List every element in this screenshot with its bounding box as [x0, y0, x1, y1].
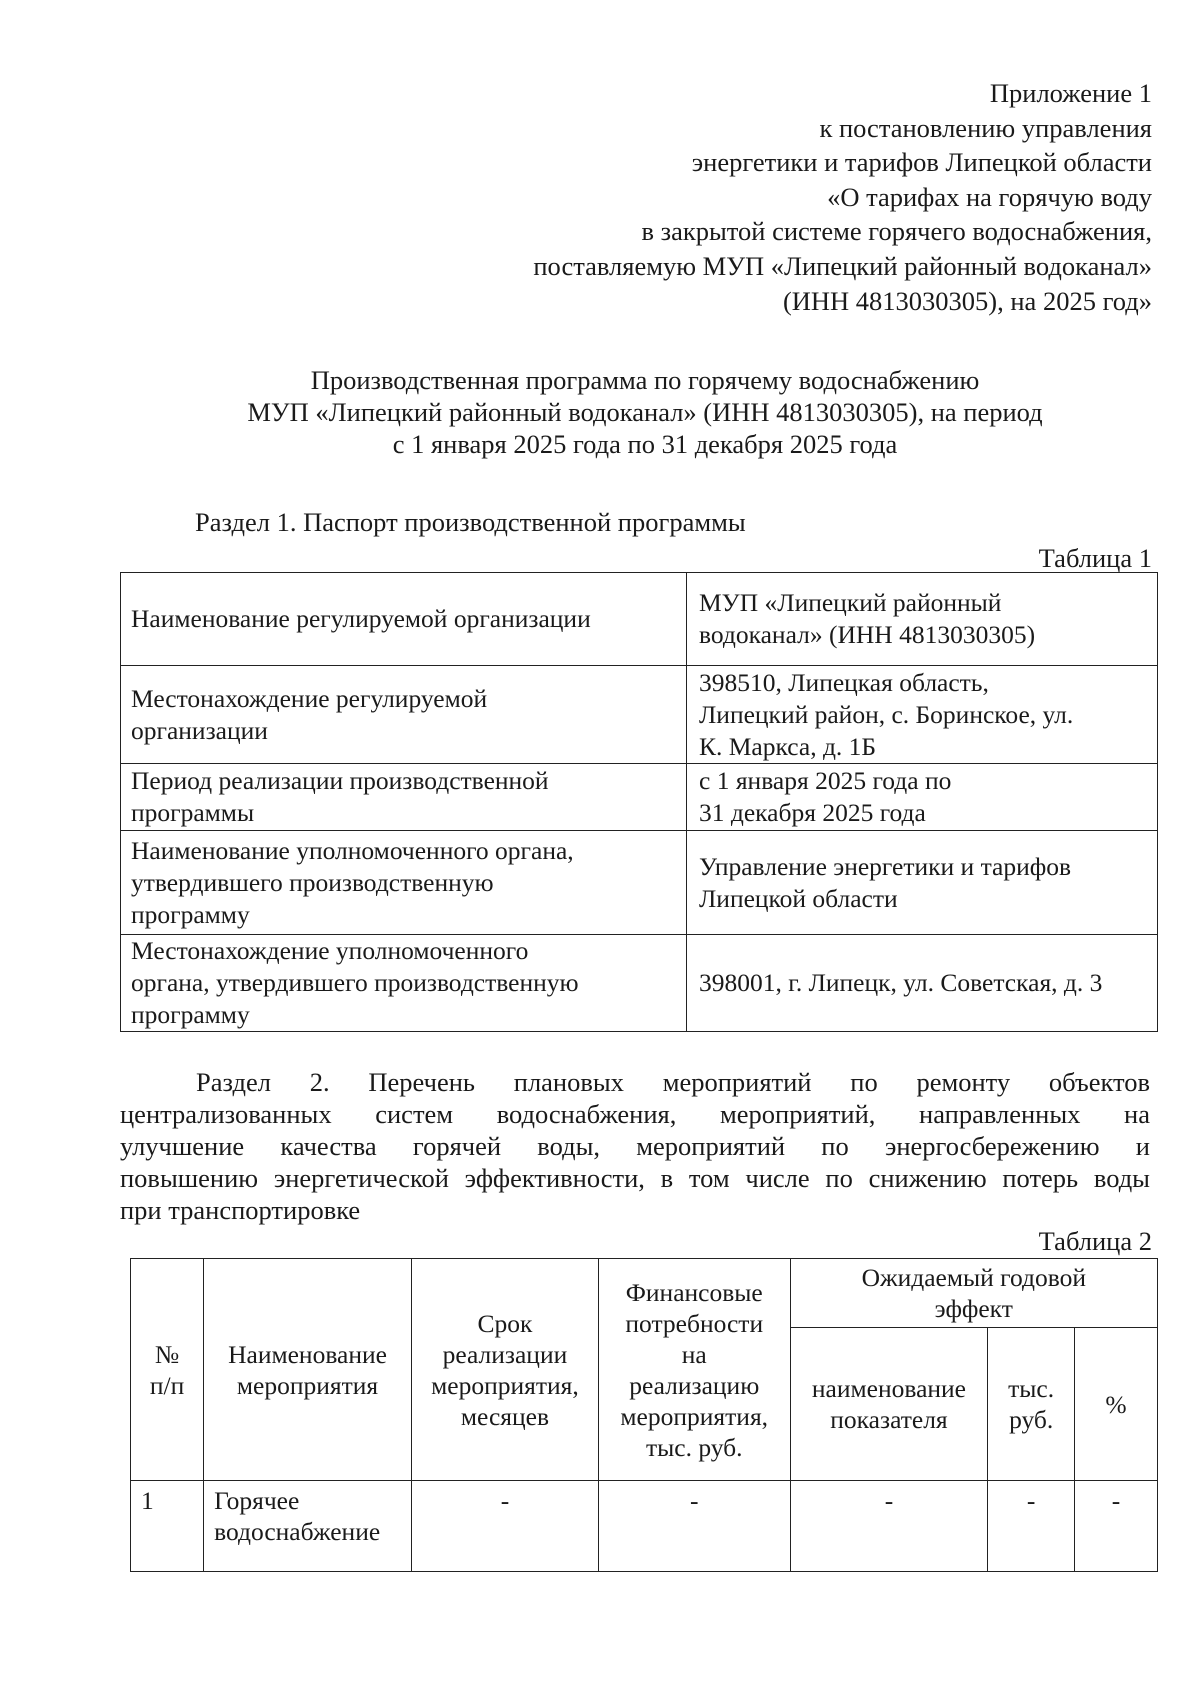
title-line: Производственная программа по горячему водоснабжению — [310, 365, 980, 395]
header-text: Срок — [477, 1308, 533, 1338]
passport-label: Местонахождение регулируемой — [131, 683, 488, 713]
measures-table — [130, 1258, 1158, 1572]
header-rub — [988, 1328, 1075, 1481]
passport-value: 31 декабря 2025 года — [699, 798, 926, 827]
passport-value: К. Маркса, д. 1Б — [699, 731, 877, 761]
header-text: потребности — [625, 1308, 764, 1338]
passport-label: Период реализации производственной — [131, 766, 549, 795]
header-effect-group — [790, 1259, 1157, 1328]
passport-value: 398001, г. Липецк, ул. Советская, д. 3 — [699, 968, 1103, 997]
passport-label: программу — [131, 1000, 250, 1029]
section1-heading: Раздел 1. Паспорт производственной программы — [195, 507, 746, 537]
annex-line: в закрытой системе горячего водоснабжения, — [641, 216, 1152, 247]
passport-label: программу — [131, 899, 250, 929]
cell-percent: - — [1074, 1481, 1157, 1572]
passport-label: Наименование уполномоченного органа, — [131, 835, 574, 865]
header-text: п/п — [149, 1370, 185, 1400]
header-term — [411, 1259, 598, 1481]
table2-caption: Таблица 2 — [1038, 1226, 1152, 1256]
table-row — [121, 831, 1158, 935]
title-line: с 1 января 2025 года по 31 декабря 2025 года — [392, 429, 898, 459]
passport-label-cell — [121, 573, 687, 666]
passport-value: водоканал» (ИНН 4813030305) — [699, 620, 1036, 649]
header-text: реализации — [442, 1339, 568, 1369]
table-header-row — [131, 1259, 1158, 1328]
header-text: Наименование — [228, 1339, 387, 1369]
cell-text: водоснабжение — [214, 1517, 381, 1546]
section2-line: при транспортировке — [120, 1195, 361, 1225]
header-indicator — [790, 1328, 988, 1481]
header-text: тыс. — [1008, 1374, 1055, 1403]
cell-name — [204, 1481, 412, 1572]
header-text: Ожидаемый годовой — [861, 1263, 1086, 1292]
header-percent: % — [1074, 1328, 1157, 1481]
header-text: наименование — [811, 1374, 967, 1403]
section2-line: Раздел 2. Перечень плановых мероприятий по ремонту объектов — [196, 1067, 1150, 1097]
header-text: руб. — [1009, 1405, 1054, 1434]
table-row — [121, 764, 1158, 831]
header-text: месяцев — [460, 1401, 550, 1431]
annex-line: (ИНН 4813030305), на 2025 год» — [782, 285, 1152, 316]
annex-header — [533, 76, 1152, 318]
passport-value: МУП «Липецкий районный — [699, 588, 1002, 617]
passport-label: Местонахождение уполномоченного — [131, 936, 529, 965]
table-row — [121, 666, 1158, 764]
passport-label-cell — [121, 666, 687, 764]
annex-line: Приложение 1 — [989, 78, 1152, 108]
passport-value: Липецкой области — [699, 883, 898, 913]
passport-label: утвердившего производственную — [131, 867, 494, 897]
header-num — [131, 1259, 204, 1481]
table-row — [131, 1481, 1158, 1572]
header-text: № — [154, 1339, 180, 1369]
passport-value-cell — [687, 764, 1158, 831]
header-text: тыс. руб. — [645, 1432, 743, 1462]
annex-line: «О тарифах на горячую воду — [827, 181, 1152, 212]
passport-value: 398510, Липецкая область, — [699, 667, 989, 697]
passport-label-cell — [121, 935, 687, 1032]
section2-line: улучшение качества горячей воды, мероприятий по энергосбережению и — [120, 1131, 1150, 1161]
header-text: эффект — [934, 1294, 1013, 1323]
table-row — [121, 573, 1158, 666]
cell-text: Горячее — [214, 1486, 300, 1515]
passport-value: Липецкий район, с. Боринское, ул. — [699, 699, 1074, 729]
passport-label: Наименование регулируемой организации — [131, 604, 591, 633]
passport-label: органа, утвердившего производственную — [131, 968, 579, 997]
header-text: на — [681, 1339, 707, 1369]
cell-rub: - — [988, 1481, 1075, 1572]
program-title — [120, 364, 1170, 460]
section2-paragraph — [120, 1066, 1150, 1226]
passport-label-cell — [121, 831, 687, 935]
header-text: мероприятия, — [431, 1370, 579, 1400]
passport-value-cell — [687, 573, 1158, 666]
section2-line: повышению энергетической эффективности, в том числе по снижению потерь воды — [120, 1163, 1150, 1193]
header-finance — [598, 1259, 790, 1481]
section2-line: централизованных систем водоснабжения, мероприятий, направленных на — [120, 1099, 1150, 1129]
cell-indicator: - — [790, 1481, 988, 1572]
cell-num: 1 — [131, 1481, 204, 1572]
passport-label: программы — [131, 798, 255, 827]
passport-value-cell — [687, 666, 1158, 764]
passport-label: организации — [131, 715, 268, 745]
title-line: МУП «Липецкий районный водоканал» (ИНН 4813030305), на период — [247, 397, 1043, 427]
header-text: мероприятия — [236, 1370, 379, 1400]
passport-value-cell — [687, 935, 1158, 1032]
annex-line: к постановлению управления — [819, 112, 1152, 143]
cell-finance: - — [598, 1481, 790, 1572]
table1-caption: Таблица 1 — [1038, 543, 1152, 573]
header-text: Финансовые — [625, 1277, 763, 1307]
header-name — [204, 1259, 412, 1481]
passport-value-cell — [687, 831, 1158, 935]
header-text: реализацию — [629, 1370, 760, 1400]
passport-value: с 1 января 2025 года по — [699, 766, 952, 795]
passport-table — [120, 572, 1158, 1032]
annex-line: поставляемую МУП «Липецкий районный водоканал» — [533, 250, 1152, 281]
passport-value: Управление энергетики и тарифов — [699, 851, 1072, 881]
table-row — [121, 935, 1158, 1032]
header-text: мероприятия, — [620, 1401, 769, 1431]
annex-line: энергетики и тарифов Липецкой области — [691, 147, 1152, 178]
passport-label-cell — [121, 764, 687, 831]
cell-term: - — [411, 1481, 598, 1572]
header-text: показателя — [830, 1405, 948, 1434]
